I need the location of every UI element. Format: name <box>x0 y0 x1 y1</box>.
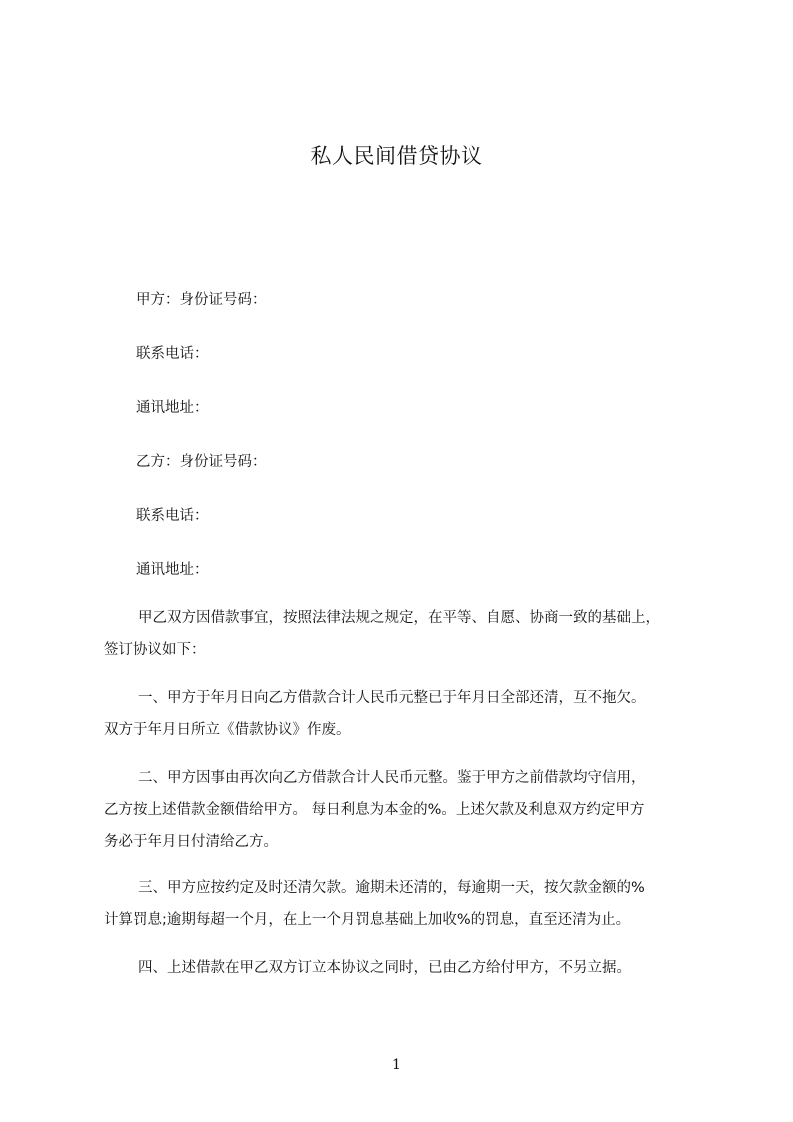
clause-line: 双方于年月日所立《借款协议》作废。 <box>104 722 351 738</box>
intro-paragraph <box>104 602 704 666</box>
clause-1 <box>104 682 704 746</box>
intro-line: 签订协议如下： <box>104 642 206 658</box>
party-a-address-label: 通讯地址： <box>136 400 209 416</box>
clause-line: 三、甲方应按约定及时还清欠款。逾期未还清的，每逾期一天，按欠款金额的% <box>138 880 645 896</box>
clause-line: 二、甲方因事由再次向乙方借款合计人民币元整。鉴于甲方之前借款均守信用， <box>138 770 646 786</box>
clause-3 <box>104 872 704 936</box>
document-title: 私人民间借贷协议 <box>310 144 483 168</box>
party-b-phone-label: 联系电话： <box>136 508 209 524</box>
clause-4 <box>104 952 704 984</box>
party-a-phone-label: 联系电话： <box>136 346 209 362</box>
intro-line: 甲乙双方因借款事宜，按照法律法规之规定，在平等、自愿、协商一致的基础上， <box>138 610 660 626</box>
clause-line: 四、上述借款在甲乙双方订立本协议之同时，已由乙方给付甲方，不另立据。 <box>138 960 631 976</box>
party-a-id-label: 甲方：身份证号码： <box>136 292 267 308</box>
clause-line: 计算罚息;逾期每超一个月，在上一个月罚息基础上加收%的罚息，直至还清为止。 <box>104 912 631 928</box>
party-b-id-label: 乙方：身份证号码： <box>136 454 267 470</box>
clause-line: 乙方按上述借款金额借给甲方。 每日利息为本金的%。上述欠款及利息双方约定甲方 <box>104 802 645 818</box>
page-number: 1 <box>392 1057 401 1073</box>
clause-line: 一、甲方于年月日向乙方借款合计人民币元整已于年月日全部还清，互不拖欠。 <box>138 690 646 706</box>
clause-line: 务必于年月日付清给乙方。 <box>104 834 278 850</box>
party-b-address-label: 通讯地址： <box>136 562 209 578</box>
clause-2 <box>104 762 704 858</box>
